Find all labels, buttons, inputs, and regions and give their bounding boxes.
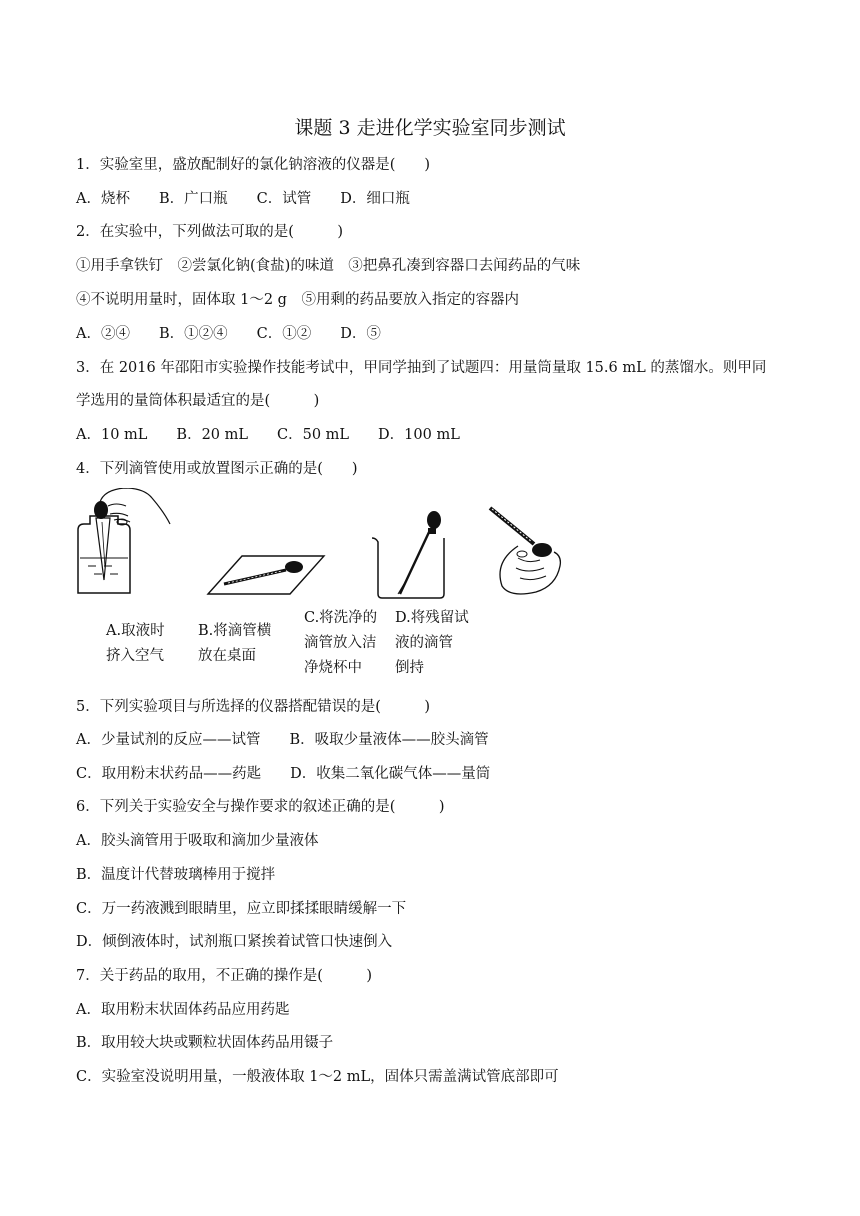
page-title: 课题 3 走进化学实验室同步测试 <box>294 117 566 139</box>
question-5: 5．下列实验项目与所选择的仪器搭配错误的是( ) <box>76 699 431 715</box>
figure-d-caption <box>395 606 469 681</box>
figure-b-caption <box>198 619 271 669</box>
question-7-option-c: C．实验室没说明用量，一般液体取 1～2 mL，固体只需盖满试管底部即可 <box>76 1069 559 1085</box>
figure-c-caption-line: 滴管放入洁 <box>304 635 377 651</box>
question-3-cont: 学选用的量筒体积最适宜的是( ) <box>76 393 320 409</box>
question-3: 3．在 2016 年邵阳市实验操作技能考试中，甲同学抽到了试题四：用量筒量取 15.6 mL 的蒸馏水。则甲同 <box>76 360 767 376</box>
figure-d-caption-line: D.将残留试 <box>395 610 469 626</box>
question-2-options: A．②④ B．①②④ C．①② D．⑤ <box>76 326 381 342</box>
question-2-statements-a: ①用手拿铁钉 ②尝氯化钠(食盐)的味道 ③把鼻孔凑到容器口去闻药品的气味 <box>76 258 581 274</box>
question-6-option-b: B．温度计代替玻璃棒用于搅拌 <box>76 867 276 883</box>
question-6-option-c: C．万一药液溅到眼睛里，应立即揉揉眼睛缓解一下 <box>76 901 407 917</box>
figure-b-caption-line: B.将滴管横 <box>198 623 272 639</box>
question-3-options: A．10 mL B．20 mL C．50 mL D．100 mL <box>76 427 460 443</box>
question-4: 4．下列滴管使用或放置图示正确的是( ) <box>76 461 358 477</box>
figure-a-caption-line: 挤入空气 <box>106 648 164 664</box>
question-7-option-b: B．取用较大块或颗粒状固体药品用镊子 <box>76 1035 334 1051</box>
question-5-options-b: C．取用粉末状药品——药匙 D．收集二氧化碳气体——量筒 <box>76 766 491 782</box>
figure-d-caption-line: 液的滴管 <box>395 635 453 651</box>
question-2-statements-b: ④不说明用量时，固体取 1～2 g ⑤用剩的药品要放入指定的容器内 <box>76 292 519 308</box>
figure-c-caption <box>304 606 377 681</box>
figure-d-illustration <box>488 506 574 598</box>
figure-a-illustration <box>74 488 174 598</box>
question-6-option-d: D．倾倒液体时，试剂瓶口紧挨着试管口快速倒入 <box>76 934 393 950</box>
question-1: 1．实验室里，盛放配制好的氯化钠溶液的仪器是( ) <box>76 157 431 173</box>
question-1-options: A．烧杯 B．广口瓶 C．试管 D．细口瓶 <box>76 191 410 207</box>
question-2: 2．在实验中，下列做法可取的是( ) <box>76 224 344 240</box>
figure-b-caption-line: 放在桌面 <box>198 648 256 664</box>
figure-c-caption-line: C.将洗净的 <box>304 610 378 626</box>
figure-b-illustration <box>206 554 326 598</box>
question-6: 6．下列关于实验安全与操作要求的叙述正确的是( ) <box>76 799 445 815</box>
question-5-options-a: A．少量试剂的反应——试管 B．吸取少量液体——胶头滴管 <box>76 732 489 748</box>
figure-c-caption-line: 净烧杯中 <box>304 660 362 676</box>
question-6-option-a: A．胶头滴管用于吸取和滴加少量液体 <box>76 833 319 849</box>
question-7: 7．关于药品的取用，不正确的操作是( ) <box>76 968 373 984</box>
figure-c-illustration <box>370 510 456 600</box>
figure-d-caption-line: 倒持 <box>395 660 424 676</box>
figure-a-caption-line: A.取液时 <box>106 623 165 639</box>
question-7-option-a: A．取用粉末状固体药品应用药匙 <box>76 1002 290 1018</box>
figure-a-caption <box>106 619 165 669</box>
